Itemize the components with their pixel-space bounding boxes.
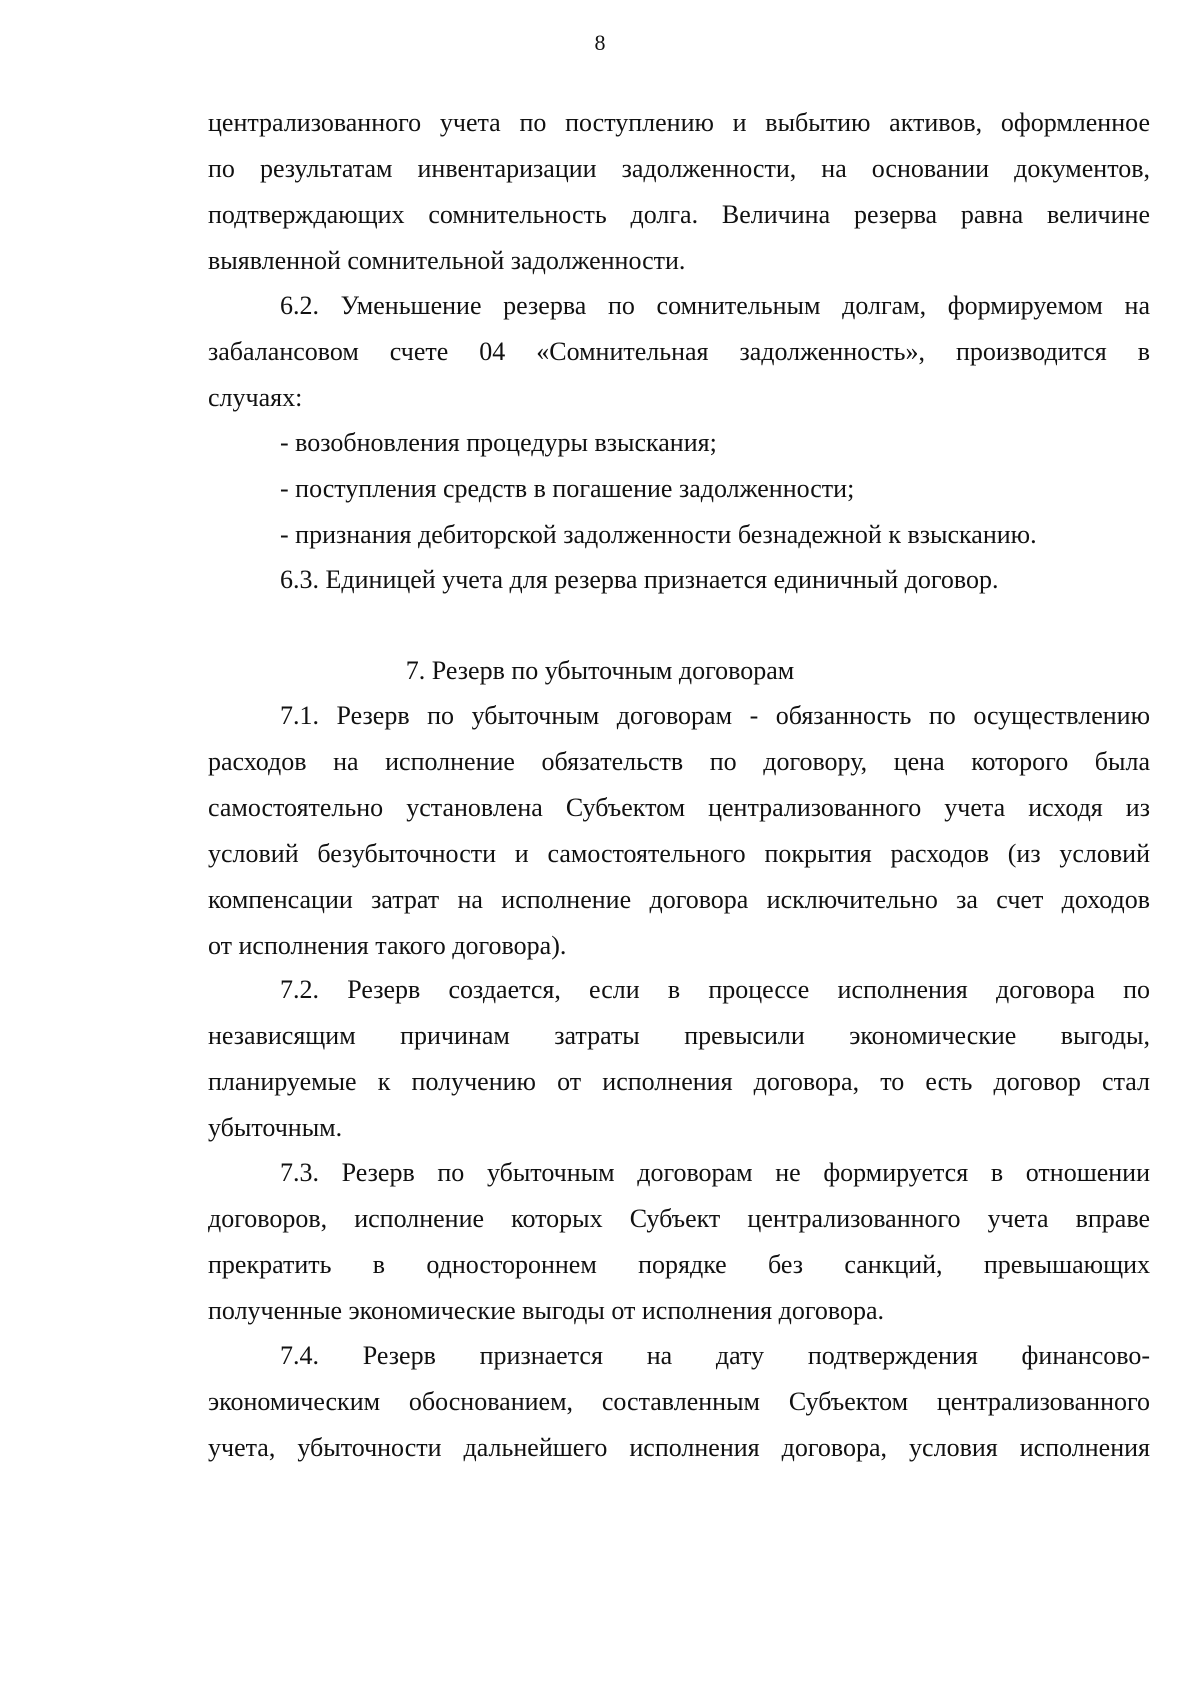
section-heading: 7. Резерв по убыточным договорам — [405, 656, 795, 685]
text-line: учета, убыточности дальнейшего исполнения договора, условия исполнения — [208, 1433, 1150, 1462]
list-item: - поступления средств в погашение задолженности; — [280, 474, 855, 503]
text-line: 6.2. Уменьшение резерва по сомнительным долгам, формируемом на — [280, 291, 1150, 320]
text-line: 6.3. Единицей учета для резерва признается единичный договор. — [280, 565, 999, 594]
text-line: 7.4. Резерв признается на дату подтверждения финансово- — [280, 1341, 1150, 1370]
text-line: убыточным. — [208, 1113, 343, 1142]
text-line: централизованного учета по поступлению и выбытию активов, оформленное — [208, 108, 1150, 137]
text-line: расходов на исполнение обязательств по договору, цена которого была — [208, 747, 1150, 776]
text-line: забалансовом счете 04 «Сомнительная задолженность», производится в — [208, 337, 1150, 366]
text-line: от исполнения такого договора). — [208, 931, 567, 960]
text-line: условий безубыточности и самостоятельного покрытия расходов (из условий — [208, 839, 1150, 868]
paragraph-7-3 — [208, 1150, 1150, 1334]
text-line: подтверждающих сомнительность долга. Величина резерва равна величине — [208, 200, 1150, 229]
paragraph-7-1 — [208, 693, 1150, 969]
text-line: 7.2. Резерв создается, если в процессе исполнения договора по — [280, 975, 1150, 1004]
paragraph-6-2 — [208, 283, 1150, 421]
list-item: - признания дебиторской задолженности безнадежной к взысканию. — [280, 520, 1037, 549]
paragraph-7-4 — [208, 1333, 1150, 1471]
text-line: самостоятельно установлена Субъектом централизованного учета исходя из — [208, 793, 1150, 822]
text-line: полученные экономические выгоды от исполнения договора. — [208, 1296, 884, 1325]
text-line: планируемые к получению от исполнения договора, то есть договор стал — [208, 1067, 1150, 1096]
paragraph-6-3 — [208, 557, 1150, 603]
paragraph-continuation — [208, 100, 1150, 284]
text-line: экономическим обоснованием, составленным Субъектом централизованного — [208, 1387, 1150, 1416]
page-number: 8 — [594, 30, 606, 55]
list-6-2 — [208, 420, 1150, 558]
text-line: выявленной сомнительной задолженности. — [208, 246, 686, 275]
text-line: компенсации затрат на исполнение договора исключительно за счет доходов — [208, 885, 1150, 914]
text-line: 7.3. Резерв по убыточным договорам не формируется в отношении — [280, 1158, 1150, 1187]
paragraph-7-2 — [208, 967, 1150, 1151]
text-line: прекратить в одностороннем порядке без санкций, превышающих — [208, 1250, 1150, 1279]
text-line: по результатам инвентаризации задолженности, на основании документов, — [208, 154, 1150, 183]
text-line: 7.1. Резерв по убыточным договорам - обязанность по осуществлению — [280, 701, 1150, 730]
text-line: независящим причинам затраты превысили экономические выгоды, — [208, 1021, 1150, 1050]
list-item: - возобновления процедуры взыскания; — [280, 428, 717, 457]
text-line: договоров, исполнение которых Субъект централизованного учета вправе — [208, 1204, 1150, 1233]
text-line: случаях: — [208, 383, 303, 412]
